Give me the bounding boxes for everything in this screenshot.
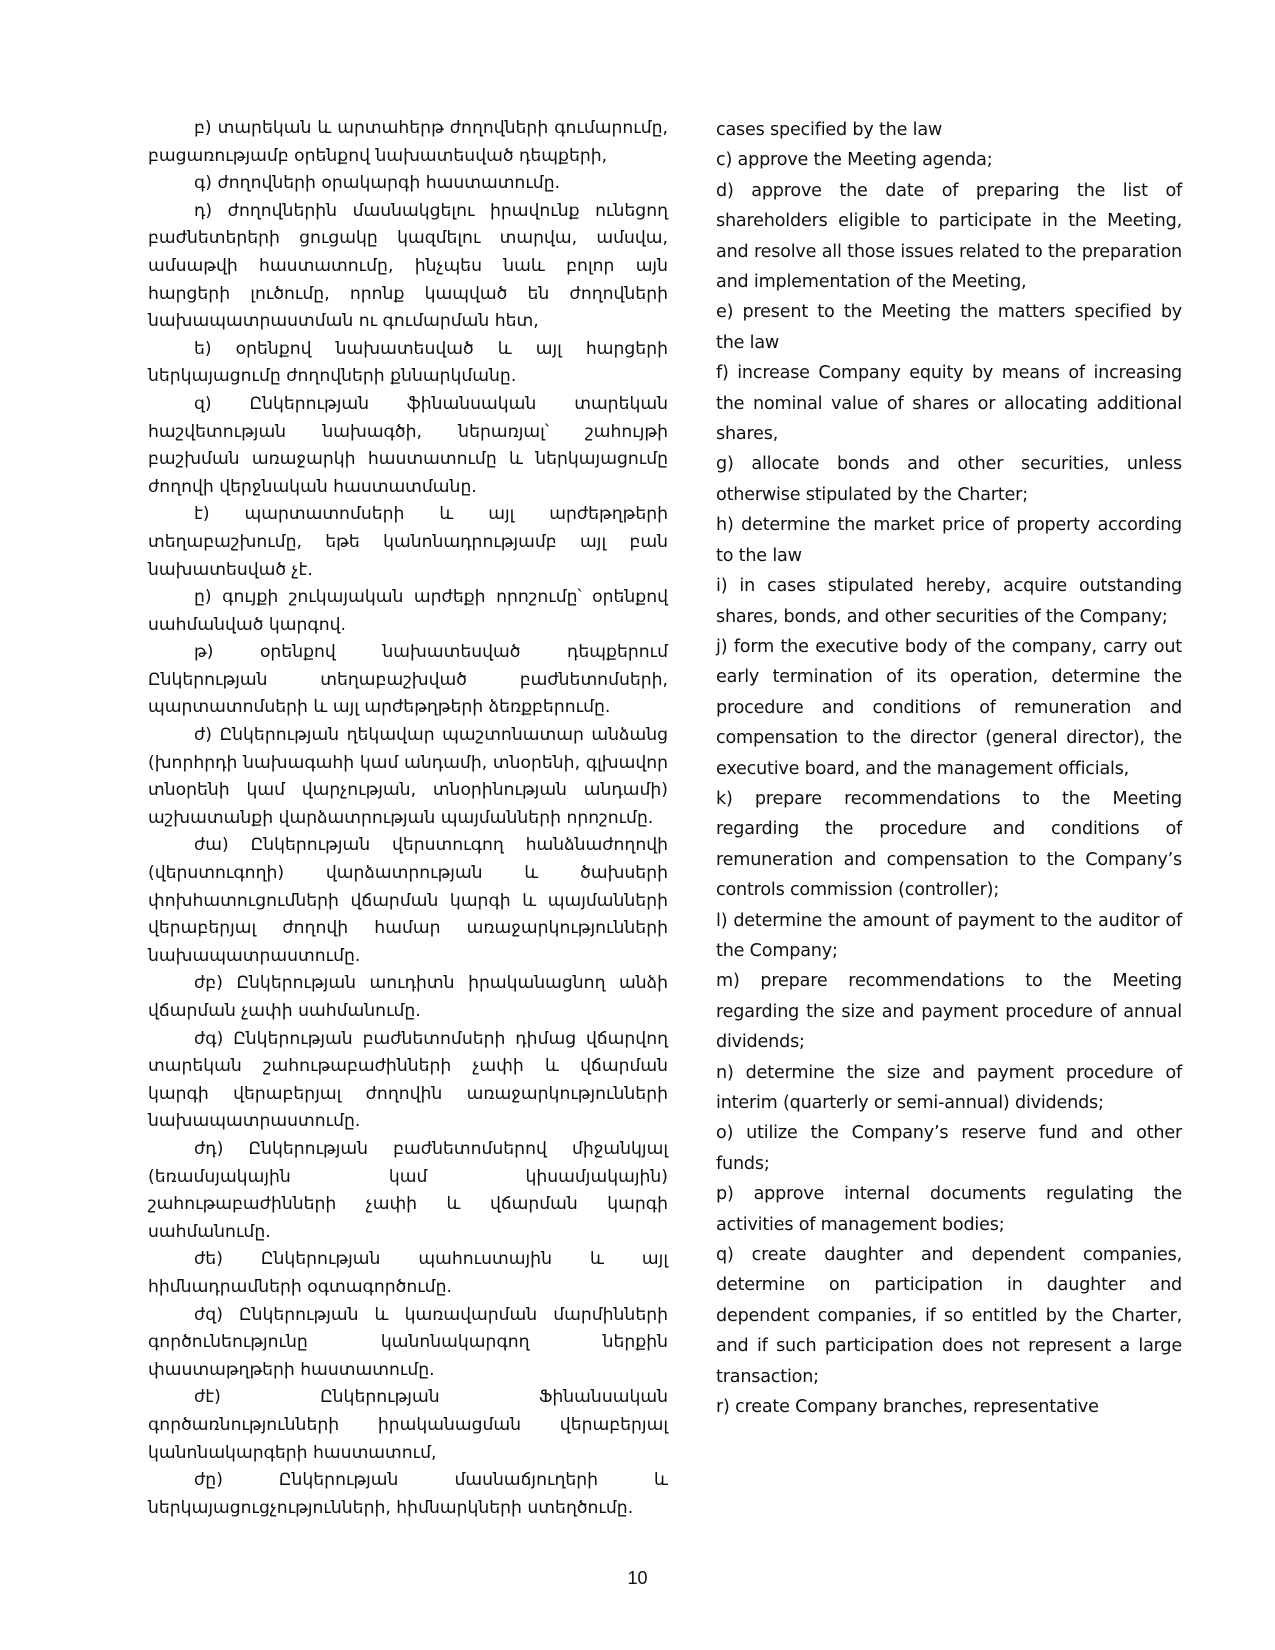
english-paragraph-e: e) present to the Meeting the matters specified by the law	[716, 302, 1182, 353]
english-paragraph-l: l) determine the amount of payment to the auditor of the Company;	[716, 910, 1182, 961]
armenian-paragraph-t: թ) օրենքով նախատեսված դեպքերում Ընկերության տեղաբաշխված բաժնետոմսերի, պարտատոմսերի և այլ արժեթղթերի ձեռքբերումը.	[148, 642, 668, 718]
english-paragraph-r: r) create Company branches, representative	[716, 1397, 1099, 1418]
english-paragraph-k: k) prepare recommendations to the Meeting regarding the procedure and conditions of remuneration and compensation to the Company’s controls commission (controller);	[716, 788, 1182, 901]
armenian-paragraph-d: դ) ժողովներին մասնակցելու իրավունք ունեցող բաժնետերերի ցուցակը կազմելու տարվա, ամսվա, ամսաթվի հաստատումը, ինչպես նաև բոլոր այն հարցերի լուծումը, որոնք կապված են ժողովների նախապատրաստման ու գումարման հետ,	[148, 200, 668, 332]
english-paragraph-c: c) approve the Meeting agenda;	[716, 150, 993, 171]
english-paragraph-p: p) approve internal documents regulating the activities of management bodies;	[716, 1184, 1182, 1235]
armenian-paragraph-b: բ) տարեկան և արտահերթ ժողովների գումարումը, բացառությամբ օրենքով նախատեսված դեպքերի,	[148, 118, 668, 166]
english-paragraph-n: n) determine the size and payment procedure of interim (quarterly or semi-annual) dividends;	[716, 1062, 1182, 1113]
english-paragraph-g: g) allocate bonds and other securities, unless otherwise stipulated by the Charter;	[716, 454, 1182, 505]
armenian-text-column	[148, 115, 668, 1522]
armenian-paragraph-zhz: ժզ) Ընկերության և կառավարման մարմինների գործունեությունը կանոնակարգող ներքին փաստաթղթերի հաստատումը.	[148, 1304, 668, 1380]
armenian-paragraph-z: զ) Ընկերության ֆինանսական տարեկան հաշվետության նախագծի, ներառյալ՝ շահույթի բաշխման առաջարկի հաստատումը և ներկայացումը ժողովի վերջնական հաստատմանը.	[148, 393, 668, 497]
english-paragraph-j: j) form the executive body of the company, carry out early termination of its operation, determine the procedure and conditions of remuneration and compensation to the director (general director), the executive board, and the management officials,	[716, 636, 1182, 779]
english-paragraph-h: h) determine the market price of property according to the law	[716, 515, 1182, 566]
armenian-paragraph-zh: ժ) Ընկերության ղեկավար պաշտոնատար անձանց (խորհրդի նախագահի կամ անդամի, տնօրենի, գլխավոր տնօրենի կամ վարչության, տնօրինության անդամի) աշխատանքի վարձատրության պայմանների որոշումը.	[148, 725, 668, 828]
armenian-paragraph-zhd: ժդ) Ընկերության բաժնետոմսերով միջանկյալ (եռամսյակային կամ կիսամյակային) շահութաբաժինների չափի և վճարման կարգի սահմանումը.	[148, 1138, 668, 1242]
armenian-paragraph-zhy: ժը) Ընկերության մասնաճյուղերի և ներկայացուցչությունների, հիմնարկների ստեղծումը.	[148, 1470, 668, 1518]
english-paragraph-q: q) create daughter and dependent companies, determine on participation in daughter and dependent companies, if so entitled by the Charter, and if such participation does not represent a large transaction;	[716, 1245, 1182, 1387]
english-paragraph-m: m) prepare recommendations to the Meeting regarding the size and payment procedure of annual dividends;	[716, 971, 1182, 1053]
armenian-paragraph-zhe: ժե) Ընկերության պահուստային և այլ հիմնադրամների օգտագործումը.	[148, 1249, 668, 1297]
armenian-paragraph-e: ե) օրենքով նախատեսված և այլ հարցերի ներկայացումը ժողովների քննարկմանը.	[148, 338, 668, 387]
armenian-paragraph-g: գ) ժողովների օրակարգի հաստատումը.	[194, 173, 561, 194]
english-paragraph-i: i) in cases stipulated hereby, acquire outstanding shares, bonds, and other securities of the Company;	[716, 576, 1182, 627]
armenian-paragraph-e2: է) պարտատոմսերի և այլ արժեթղթերի տեղաբաշխումը, եթե կանոնադրությամբ այլ բան նախատեսված չէ.	[148, 504, 668, 580]
armenian-paragraph-zhg: ժգ) Ընկերության բաժնետոմսերի դիմաց վճարվող տարեկան շահութաբաժինների չափի և վճարման կարգի վերաբերյալ ժողովին առաջարկությունների նախապատրաստումը.	[148, 1028, 668, 1132]
english-text-column	[716, 115, 1182, 1422]
armenian-paragraph-zha: ժա) Ընկերության վերստուգող հանձնաժողովի (վերստուգողի) վարձատրության և ծախսերի փոխհատուցումների վճարման կարգի և պայմանների վերաբերյալ ժողովի համար առաջարկությունների նախապատրաստումը.	[148, 835, 668, 966]
english-paragraph-o: o) utilize the Company’s reserve fund and other funds;	[716, 1123, 1182, 1174]
english-paragraph-b-continued: cases specified by the law	[716, 120, 943, 140]
armenian-paragraph-y: ը) գույքի շուկայական արժեքի որոշումը՝ օրենքով սահմանված կարգով.	[148, 587, 668, 635]
armenian-paragraph-zhe2: ժէ) Ընկերության Ֆինանսական գործառնությունների իրականացման վերաբերյալ կանոնակարգերի հաստատում,	[148, 1387, 668, 1463]
page-number: 10	[627, 1568, 648, 1588]
english-paragraph-d: d) approve the date of preparing the list of shareholders eligible to participate in the Meeting, and resolve all those issues related to the preparation and implementation of the Meeting,	[716, 180, 1182, 293]
english-paragraph-f: f) increase Company equity by means of increasing the nominal value of shares or allocating additional shares,	[716, 363, 1182, 445]
armenian-paragraph-zhb: ժբ) Ընկերության աուդիտն իրականացնող անձի վճարման չափի սահմանումը.	[148, 973, 668, 1021]
